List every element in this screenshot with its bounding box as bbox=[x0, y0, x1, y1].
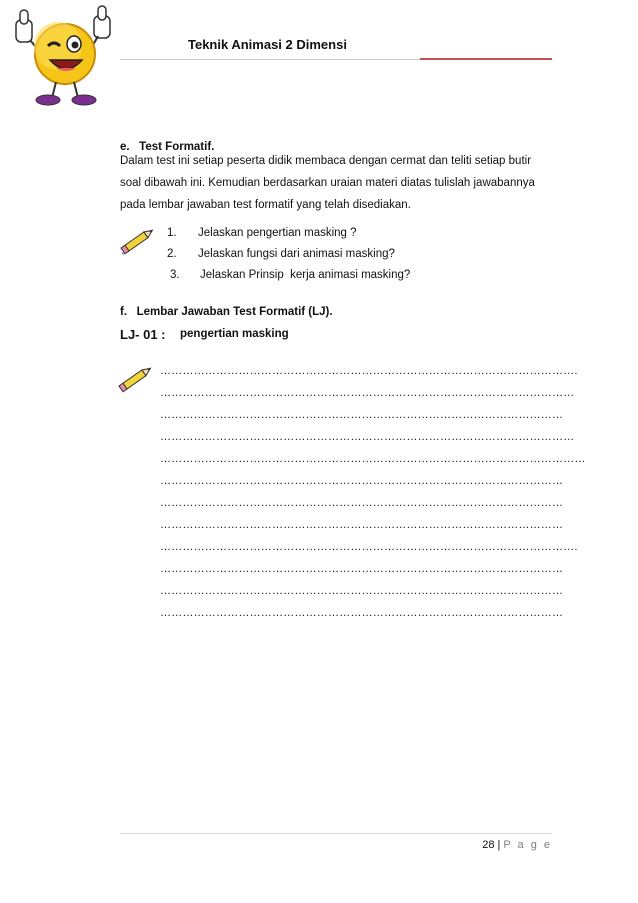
question-text: Jelaskan fungsi dari animasi masking? bbox=[198, 248, 395, 260]
answer-line[interactable]: …………………………………………………………………………………………………. bbox=[160, 365, 578, 377]
answer-line[interactable]: ……………………………………………………………………………………………… bbox=[160, 519, 564, 531]
answer-line[interactable]: …………………………………………………………………………………………………… bbox=[160, 453, 586, 465]
paragraph-line: soal dibawah ini. Kemudian berdasarkan uraian materi diatas tulislah jawabannya bbox=[120, 177, 535, 189]
mascot-smiley-icon bbox=[8, 2, 120, 106]
lj-topic: pengertian masking bbox=[180, 328, 289, 340]
lj-code: LJ- 01 : bbox=[120, 327, 166, 342]
question-number: 3. bbox=[170, 269, 180, 281]
answer-line[interactable]: ……………………………………………………………………………………………… bbox=[160, 497, 564, 509]
pencil-icon bbox=[116, 364, 156, 394]
question-text: Jelaskan pengertian masking ? bbox=[198, 227, 357, 239]
answer-line[interactable]: ……………………………………………………………………………………………… bbox=[160, 563, 564, 575]
answer-lines bbox=[160, 360, 586, 624]
answer-line[interactable]: ………………………………………………………………………………………………… bbox=[160, 387, 575, 399]
section-f-heading: f. Lembar Jawaban Test Formatif (LJ). bbox=[120, 306, 333, 318]
answer-line[interactable]: ……………………………………………………………………………………………… bbox=[160, 607, 564, 619]
header-title: Teknik Animasi 2 Dimensi bbox=[188, 37, 347, 52]
paragraph-line: pada lembar jawaban test formatif yang telah disediakan. bbox=[120, 199, 411, 211]
stray-mark: ` bbox=[121, 252, 125, 264]
section-e-paragraph bbox=[120, 150, 560, 216]
question-number: 2. bbox=[167, 248, 177, 260]
footer-divider bbox=[120, 833, 552, 834]
question-text: Jelaskan Prinsip kerja animasi masking? bbox=[200, 269, 411, 281]
question-number: 1. bbox=[167, 227, 177, 239]
section-e-heading: e. Test Formatif. bbox=[120, 141, 215, 153]
answer-line[interactable]: ……………………………………………………………………………………………… bbox=[160, 475, 564, 487]
footer-separator: | bbox=[497, 839, 501, 851]
answer-line[interactable]: ……………………………………………………………………………………………… bbox=[160, 585, 564, 597]
page-number: 28 bbox=[482, 839, 495, 851]
page-footer bbox=[482, 839, 552, 851]
answer-line[interactable]: …………………………………………………………………………………………………. bbox=[160, 541, 578, 553]
answer-line[interactable]: ……………………………………………………………………………………………… bbox=[160, 409, 564, 421]
paragraph-line: Dalam test ini setiap peserta didik membaca dengan cermat dan teliti setiap butir bbox=[120, 155, 532, 167]
answer-line[interactable]: ………………………………………………………………………………………………… bbox=[160, 431, 575, 443]
page-label: P a g e bbox=[503, 839, 552, 851]
header-accent-line bbox=[420, 58, 552, 60]
